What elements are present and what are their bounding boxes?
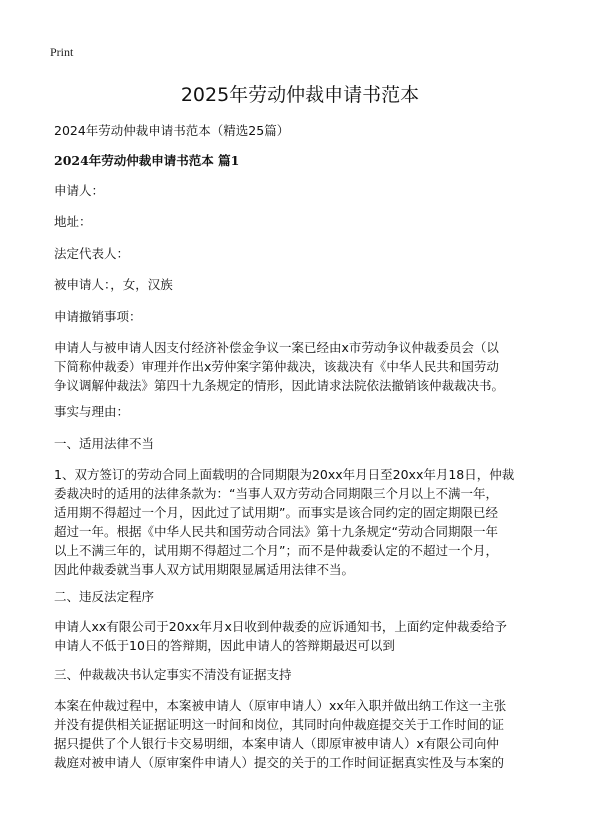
point1-heading: 一、适用法律不当	[54, 436, 155, 451]
paragraph-line: 1、双方签订的劳动合同上面载明的合同期限为20xx年月日至20xx年月18日，仲裁	[54, 467, 515, 482]
paragraph-line: 下简称仲裁委）审理并作出x劳仲案字第仲裁决，该裁决有《中华人民共和国劳动	[54, 359, 499, 374]
point2-heading: 二、违反法定程序	[54, 589, 155, 604]
paragraph-line: 并没有提供相关证据证明这一时间和岗位，其同时向仲裁庭提交关于工作时间的证	[54, 717, 505, 732]
point3-paragraph	[54, 696, 550, 772]
paragraph-line: 申请人与被申请人因支付经济补偿金争议一案已经由x市劳动争议仲裁委员会（以	[54, 340, 499, 355]
paragraph-line: 申请人不低于10日的答辩期，因此申请人的答辩期最迟可以到	[54, 638, 395, 653]
paragraph-line: 争议调解仲裁法》第四十九条规定的情形，因此请求法院依法撤销该仲裁裁决书。	[54, 378, 505, 393]
request-paragraph	[54, 338, 550, 395]
point1-paragraph	[54, 465, 550, 579]
legal-rep-field: 法定代表人：	[54, 246, 130, 261]
respondent-field: 被申请人：，女，汉族	[54, 277, 173, 292]
section-heading: 2024年劳动仲裁申请书范本 篇1	[54, 153, 240, 168]
paragraph-line: 裁庭对被申请人（原审案件申请人）提交的关于的工作时间证据真实性及与本案的	[54, 755, 505, 770]
paragraph-line: 本案在仲裁过程中，本案被申请人（原审申请人）xx年入职并做出纳工作这一主张	[54, 698, 507, 713]
point3-heading: 三、仲裁裁决书认定事实不清没有证据支持	[54, 667, 292, 682]
paragraph-line: 以上不满三年的，试用期不得超过二个月”；而不是仲裁委认定的不超过一个月，	[54, 543, 498, 558]
document-title: 2025年劳动仲裁申请书范本	[180, 84, 420, 106]
facts-heading: 事实与理由：	[54, 404, 130, 419]
paragraph-line: 适用期不得超过一个月，因此过了试用期”。而事实是该合同约定的固定期限已经	[54, 505, 498, 520]
paragraph-line: 因此仲裁委就当事人双方试用期限显属适用法律不当。	[54, 562, 355, 577]
paragraph-line: 委裁决时的适用的法律条款为：“当事人双方劳动合同期限三个月以上不满一年，	[54, 486, 498, 501]
point2-paragraph	[54, 617, 550, 655]
request-heading: 申请撤销事项：	[54, 309, 142, 324]
paragraph-line: 超过一年。根据《中华人民共和国劳动合同法》第十九条规定“劳动合同期限一年	[54, 524, 498, 539]
document-subtitle: 2024年劳动仲裁申请书范本（精选25篇）	[54, 123, 290, 138]
print-label[interactable]: Print	[50, 45, 74, 59]
paragraph-line: 据只提供了个人银行卡交易明细，本案申请人（即原审被申请人）x有限公司向仲	[54, 736, 499, 751]
address-field: 地址：	[54, 214, 92, 229]
applicant-field: 申请人：	[54, 183, 105, 198]
paragraph-line: 申请人xx有限公司于20xx年月x日收到仲裁委的应诉通知书，上面约定仲裁委给予	[54, 619, 507, 634]
